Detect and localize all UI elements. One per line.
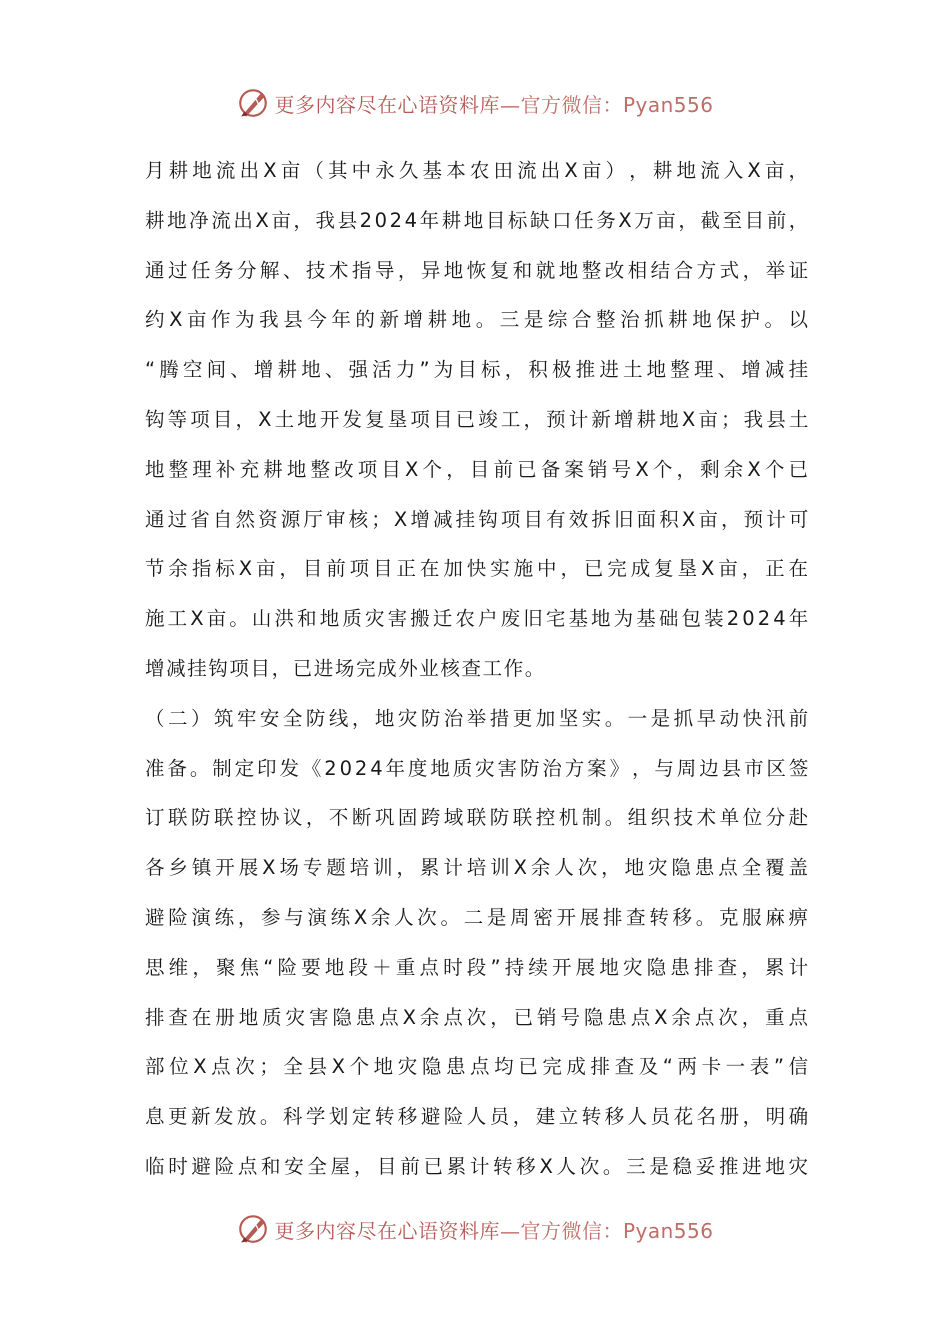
banner-title: 更多内容尽在心语资料库 <box>274 92 500 117</box>
banner-dash: — <box>499 92 521 117</box>
text-line: 部 位 X 点 次 ； 全 县 X 个 地 灾 隐 患 点 均 已 完 成 排 查 及 “ 两 卡 一 表 ” 信 <box>145 1055 810 1079</box>
text-line: 通 过 任 务 分 解 、 技 术 指 导 ， 异 地 恢 复 和 就 地 整 改 相 结 合 方 式 ， 举 证 <box>145 258 810 282</box>
banner-title: 更多内容尽在心语资料库 <box>274 1218 500 1243</box>
banner-wechat: 官方微信：Pyan556 <box>520 92 714 117</box>
text-line: 息 更 新 发 放 。 科 学 划 定 转 移 避 险 人 员 ， 建 立 转 移 人 员 花 名 册 ， 明 确 <box>145 1105 810 1129</box>
text-line: 月 耕 地 流 出 X 亩 （ 其 中 永 久 基 本 农 田 流 出 X 亩 ） ， 耕 地 流 入 X 亩 ， <box>145 159 810 182</box>
text-line: 增减挂钩项目，已进场完成外业核查工作。 <box>145 656 546 680</box>
pen-logo-icon <box>236 86 270 120</box>
pen-logo-icon <box>236 1212 270 1246</box>
text-line: 订 联 防 联 控 协 议 ， 不 断 巩 固 跨 域 联 防 联 控 机 制 。 组 织 技 术 单 位 分 赴 <box>145 806 810 830</box>
text-line: 施 工 X 亩 。 山 洪 和 地 质 灾 害 搬 迁 农 户 废 旧 宅 基 地 为 基 础 包 装 2 0 2 4 年 <box>145 607 810 631</box>
text-line: 耕 地 净 流 出 X 亩 ， 我 县 2 0 2 4 年 耕 地 目 标 缺 口 任 务 X 万 亩 ， 截 至 目 前 ， <box>145 208 810 232</box>
text-line: （ 二 ） 筑 牢 安 全 防 线 ， 地 灾 防 治 举 措 更 加 坚 实 。 一 是 抓 早 动 快 汛 前 <box>145 706 810 730</box>
header-banner <box>0 83 950 123</box>
text-line: 临 时 避 险 点 和 安 全 屋 ， 目 前 已 累 计 转 移 X 人 次 。 三 是 稳 妥 推 进 地 灾 <box>145 1154 810 1178</box>
text-line: 节 余 指 标 X 亩 ， 目 前 项 目 正 在 加 快 实 施 中 ， 已 完 成 复 垦 X 亩 ， 正 在 <box>145 557 810 581</box>
text-line: 通 过 省 自 然 资 源 厅 审 核 ； X 增 减 挂 钩 项 目 有 效 拆 旧 面 积 X 亩 ， 预 计 可 <box>145 507 810 531</box>
banner-wechat: 官方微信：Pyan556 <box>520 1218 714 1243</box>
text-line: 避 险 演 练 ， 参 与 演 练 X 余 人 次 。 二 是 周 密 开 展 排 查 转 移 。 克 服 麻 痹 <box>145 905 810 929</box>
text-line: 约 X 亩 作 为 我 县 今 年 的 新 增 耕 地 。 三 是 综 合 整 治 抓 耕 地 保 护 。 以 <box>145 308 810 332</box>
text-line: 排 查 在 册 地 质 灾 害 隐 患 点 X 余 点 次 ， 已 销 号 隐 患 点 X 余 点 次 ， 重 点 <box>145 1005 810 1029</box>
text-line: 各 乡 镇 开 展 X 场 专 题 培 训 ， 累 计 培 训 X 余 人 次 ， 地 灾 隐 患 点 全 覆 盖 <box>145 856 810 880</box>
banner-dash: — <box>499 1218 521 1243</box>
text-line: 思 维 ， 聚 焦 “ 险 要 地 段 ＋ 重 点 时 段 ” 持 续 开 展 地 灾 隐 患 排 查 ， 累 计 <box>145 955 810 979</box>
text-line: 准 备 。 制 定 印 发 《 2 0 2 4 年 度 地 质 灾 害 防 治 方 案 》 ， 与 周 边 县 市 区 签 <box>145 756 810 780</box>
footer-banner <box>0 1209 950 1249</box>
document-body <box>145 146 810 1192</box>
text-line: 地 整 理 补 充 耕 地 整 改 项 目 X 个 ， 目 前 已 备 案 销 号 X 个 ， 剩 余 X 个 已 <box>145 457 810 481</box>
text-line: 钩 等 项 目 ， X 土 地 开 发 复 垦 项 目 已 竣 工 ， 预 计 新 增 耕 地 X 亩 ； 我 县 土 <box>145 407 810 431</box>
text-line: “ 腾 空 间 、 增 耕 地 、 强 活 力 ” 为 目 标 ， 积 极 推 进 土 地 整 理 、 增 减 挂 <box>145 358 810 382</box>
